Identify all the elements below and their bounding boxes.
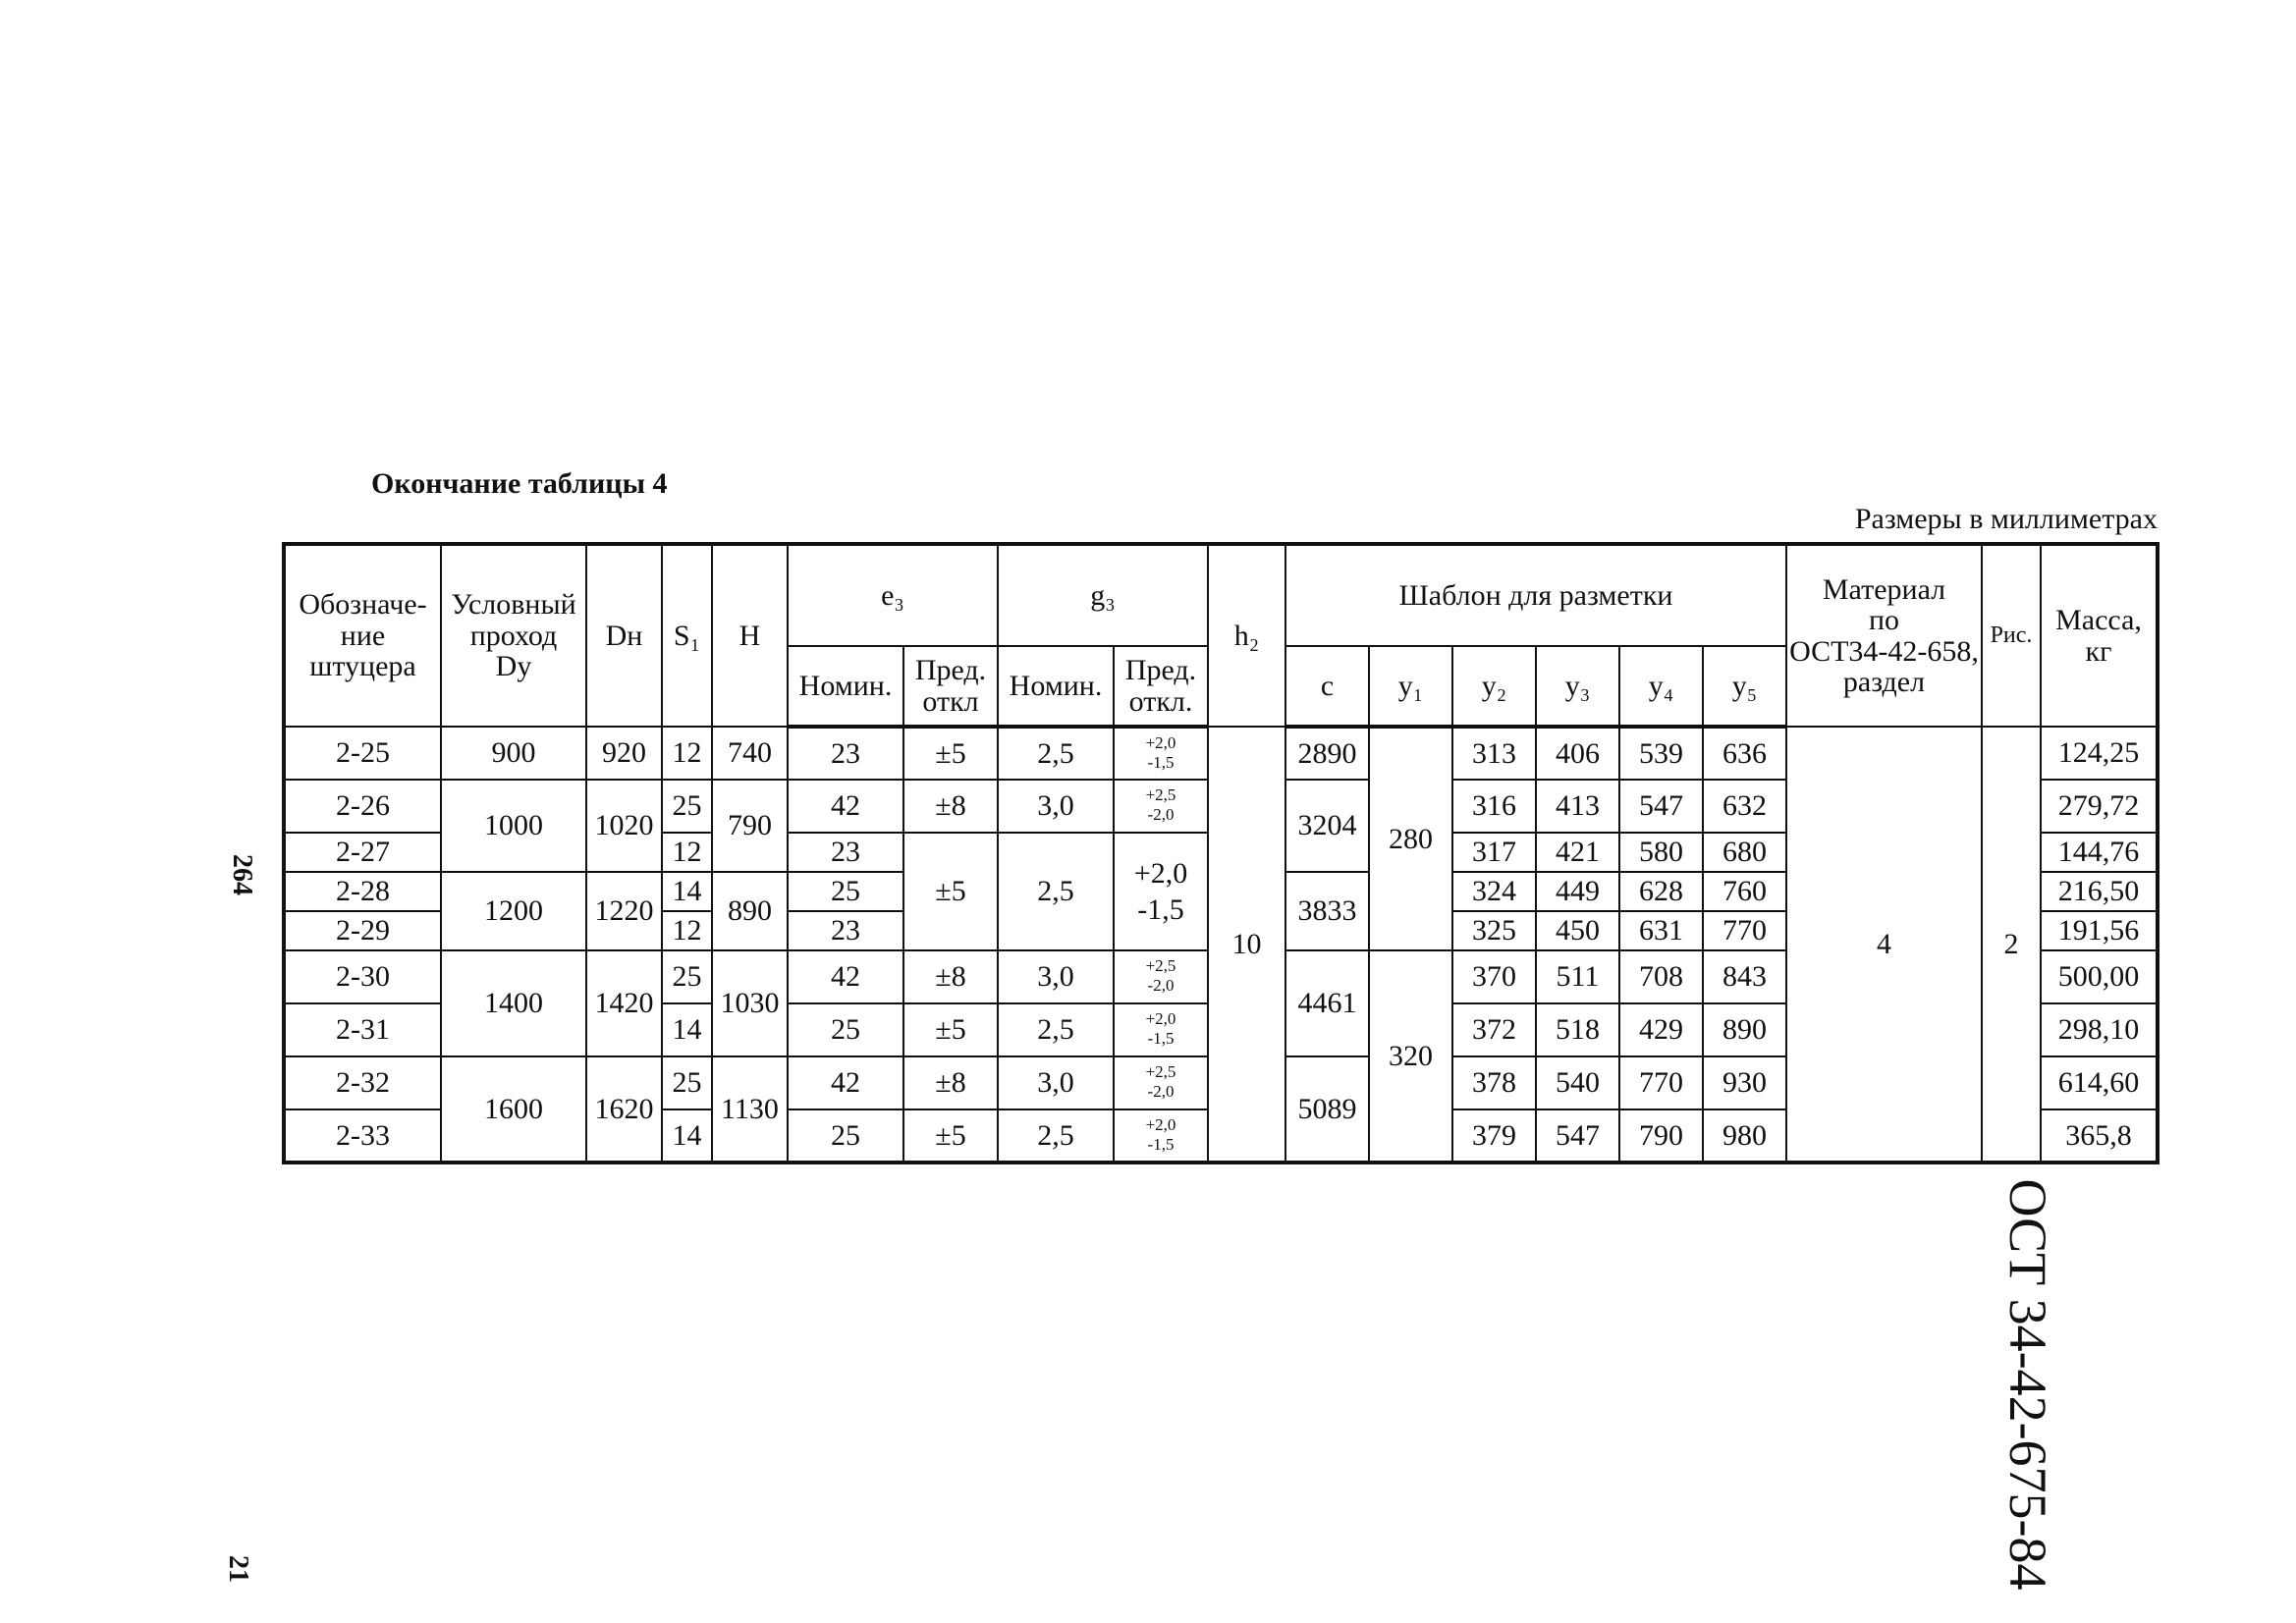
cell-y5: 770 xyxy=(1703,911,1786,950)
header-y5: y₅ xyxy=(1703,646,1786,727)
page-number-side: 264 xyxy=(227,854,257,895)
cell-designation: 2-25 xyxy=(284,727,441,780)
header-s1: S₁ xyxy=(662,544,712,727)
cell-e3-nominal: 42 xyxy=(788,1056,903,1109)
cell-g3-tolerance: +2,0 -1,5 xyxy=(1114,1109,1208,1163)
cell-c: 3204 xyxy=(1285,780,1369,872)
cell-e3-nominal: 42 xyxy=(788,780,903,833)
cell-y2: 379 xyxy=(1452,1109,1536,1163)
dimensions-table xyxy=(282,542,2159,1164)
table-caption: Окончание таблицы 4 xyxy=(371,467,668,500)
cell-h: 790 xyxy=(712,780,788,872)
cell-designation: 2-31 xyxy=(284,1003,441,1056)
cell-designation: 2-27 xyxy=(284,833,441,872)
header-dn: Dн xyxy=(586,544,662,727)
header-e3-tolerance: Пред. откл xyxy=(903,646,998,727)
cell-e3-tolerance: ±5 xyxy=(903,1003,998,1056)
cell-y5: 760 xyxy=(1703,872,1786,911)
cell-e3-nominal: 25 xyxy=(788,872,903,911)
cell-y4: 429 xyxy=(1619,1003,1703,1056)
cell-y4: 580 xyxy=(1619,833,1703,872)
cell-dn: 1620 xyxy=(586,1056,662,1163)
cell-e3-nominal: 23 xyxy=(788,833,903,872)
cell-g3-nominal: 2,5 xyxy=(998,833,1114,950)
cell-mass: 279,72 xyxy=(2041,780,2158,833)
cell-e3-tolerance: ±8 xyxy=(903,780,998,833)
cell-h: 890 xyxy=(712,872,788,950)
cell-y2: 324 xyxy=(1452,872,1536,911)
cell-y5: 632 xyxy=(1703,780,1786,833)
cell-y5: 930 xyxy=(1703,1056,1786,1109)
cell-e3-tolerance: ±5 xyxy=(903,833,998,950)
units-note: Размеры в миллиметрах xyxy=(1854,503,2158,535)
cell-g3-nominal: 2,5 xyxy=(998,727,1114,780)
cell-y2: 378 xyxy=(1452,1056,1536,1109)
cell-s1: 14 xyxy=(662,872,712,911)
cell-designation: 2-29 xyxy=(284,911,441,950)
cell-material: 4 xyxy=(1786,727,1982,1163)
cell-g3-nominal: 2,5 xyxy=(998,1109,1114,1163)
standard-code: ОСТ 34-42-675-84 xyxy=(1998,1178,2057,1591)
cell-y2: 370 xyxy=(1452,950,1536,1003)
header-mass: Масса, кг xyxy=(2041,544,2158,727)
cell-mass: 365,8 xyxy=(2041,1109,2158,1163)
cell-dy: 1600 xyxy=(441,1056,586,1163)
header-designation: Обозначе- ние штуцера xyxy=(284,544,441,727)
cell-y1: 280 xyxy=(1369,727,1452,950)
cell-h: 1030 xyxy=(712,950,788,1056)
cell-e3-nominal: 42 xyxy=(788,950,903,1003)
cell-e3-tolerance: ±8 xyxy=(903,950,998,1003)
cell-g3-tolerance: +2,5 -2,0 xyxy=(1114,950,1208,1003)
cell-y5: 980 xyxy=(1703,1109,1786,1163)
cell-y3: 518 xyxy=(1536,1003,1619,1056)
header-y1: y₁ xyxy=(1369,646,1452,727)
cell-y5: 680 xyxy=(1703,833,1786,872)
cell-y3: 511 xyxy=(1536,950,1619,1003)
cell-e3-nominal: 25 xyxy=(788,1109,903,1163)
header-g3-nominal: Номин. xyxy=(998,646,1114,727)
header-figure: Рис. xyxy=(1982,544,2041,727)
header-c: c xyxy=(1285,646,1369,727)
cell-designation: 2-32 xyxy=(284,1056,441,1109)
cell-dy: 1000 xyxy=(441,780,586,872)
cell-c: 4461 xyxy=(1285,950,1369,1056)
cell-e3-nominal: 23 xyxy=(788,727,903,780)
cell-y4: 547 xyxy=(1619,780,1703,833)
cell-e3-tolerance: ±8 xyxy=(903,1056,998,1109)
cell-y2: 372 xyxy=(1452,1003,1536,1056)
cell-y3: 540 xyxy=(1536,1056,1619,1109)
cell-s1: 14 xyxy=(662,1109,712,1163)
cell-y4: 539 xyxy=(1619,727,1703,780)
header-material: Материал по ОСТ34-42-658, раздел xyxy=(1786,544,1982,727)
cell-g3-tolerance: +2,5 -2,0 xyxy=(1114,1056,1208,1109)
cell-y2: 317 xyxy=(1452,833,1536,872)
cell-mass: 614,60 xyxy=(2041,1056,2158,1109)
cell-y2: 316 xyxy=(1452,780,1536,833)
cell-s1: 12 xyxy=(662,911,712,950)
cell-dy: 900 xyxy=(441,727,586,780)
cell-e3-tolerance: ±5 xyxy=(903,727,998,780)
cell-mass: 144,76 xyxy=(2041,833,2158,872)
cell-y5: 843 xyxy=(1703,950,1786,1003)
page-number-bottom: 21 xyxy=(223,1555,253,1583)
cell-h2: 10 xyxy=(1208,727,1285,1163)
header-nominal-bore: Условный проход Dy xyxy=(441,544,586,727)
cell-g3-tolerance: +2,0 -1,5 xyxy=(1114,727,1208,780)
cell-y3: 449 xyxy=(1536,872,1619,911)
header-g3-tolerance: Пред. откл. xyxy=(1114,646,1208,727)
cell-dn: 1420 xyxy=(586,950,662,1056)
cell-e3-nominal: 23 xyxy=(788,911,903,950)
cell-mass: 500,00 xyxy=(2041,950,2158,1003)
cell-y4: 708 xyxy=(1619,950,1703,1003)
cell-mass: 124,25 xyxy=(2041,727,2158,780)
cell-g3-nominal: 3,0 xyxy=(998,950,1114,1003)
cell-dn: 1220 xyxy=(586,872,662,950)
cell-y3: 406 xyxy=(1536,727,1619,780)
cell-c: 2890 xyxy=(1285,727,1369,780)
cell-g3-tolerance: +2,5 -2,0 xyxy=(1114,780,1208,833)
cell-y2: 313 xyxy=(1452,727,1536,780)
cell-mass: 216,50 xyxy=(2041,872,2158,911)
header-e3-nominal: Номин. xyxy=(788,646,903,727)
cell-figure: 2 xyxy=(1982,727,2041,1163)
cell-y2: 325 xyxy=(1452,911,1536,950)
cell-y5: 636 xyxy=(1703,727,1786,780)
cell-y4: 628 xyxy=(1619,872,1703,911)
cell-c: 3833 xyxy=(1285,872,1369,950)
cell-designation: 2-26 xyxy=(284,780,441,833)
cell-s1: 14 xyxy=(662,1003,712,1056)
cell-g3-tolerance: +2,0 -1,5 xyxy=(1114,1003,1208,1056)
cell-dy: 1400 xyxy=(441,950,586,1056)
cell-mass: 298,10 xyxy=(2041,1003,2158,1056)
cell-h: 1130 xyxy=(712,1056,788,1163)
cell-s1: 12 xyxy=(662,833,712,872)
cell-y3: 450 xyxy=(1536,911,1619,950)
cell-designation: 2-30 xyxy=(284,950,441,1003)
cell-g3-tolerance: +2,0 -1,5 xyxy=(1114,833,1208,950)
cell-g3-nominal: 2,5 xyxy=(998,1003,1114,1056)
cell-y3: 413 xyxy=(1536,780,1619,833)
cell-y3: 421 xyxy=(1536,833,1619,872)
cell-y4: 770 xyxy=(1619,1056,1703,1109)
cell-y4: 631 xyxy=(1619,911,1703,950)
header-e3: e₃ xyxy=(788,544,998,646)
cell-y4: 790 xyxy=(1619,1109,1703,1163)
cell-y5: 890 xyxy=(1703,1003,1786,1056)
cell-g3-nominal: 3,0 xyxy=(998,780,1114,833)
header-g3: g₃ xyxy=(998,544,1208,646)
cell-c: 5089 xyxy=(1285,1056,1369,1163)
cell-e3-tolerance: ±5 xyxy=(903,1109,998,1163)
cell-y1: 320 xyxy=(1369,950,1452,1163)
header-h2: h₂ xyxy=(1208,544,1285,727)
cell-e3-nominal: 25 xyxy=(788,1003,903,1056)
cell-mass: 191,56 xyxy=(2041,911,2158,950)
cell-dn: 920 xyxy=(586,727,662,780)
cell-y3: 547 xyxy=(1536,1109,1619,1163)
cell-h: 740 xyxy=(712,727,788,780)
cell-g3-nominal: 3,0 xyxy=(998,1056,1114,1109)
cell-s1: 12 xyxy=(662,727,712,780)
cell-s1: 25 xyxy=(662,780,712,833)
cell-dn: 1020 xyxy=(586,780,662,872)
header-y4: y₄ xyxy=(1619,646,1703,727)
cell-designation: 2-28 xyxy=(284,872,441,911)
table-row xyxy=(284,727,2158,780)
cell-s1: 25 xyxy=(662,950,712,1003)
cell-designation: 2-33 xyxy=(284,1109,441,1163)
header-h: H xyxy=(712,544,788,727)
header-template: Шаблон для разметки xyxy=(1285,544,1786,646)
header-y2: y₂ xyxy=(1452,646,1536,727)
header-y3: y₃ xyxy=(1536,646,1619,727)
cell-dy: 1200 xyxy=(441,872,586,950)
cell-s1: 25 xyxy=(662,1056,712,1109)
